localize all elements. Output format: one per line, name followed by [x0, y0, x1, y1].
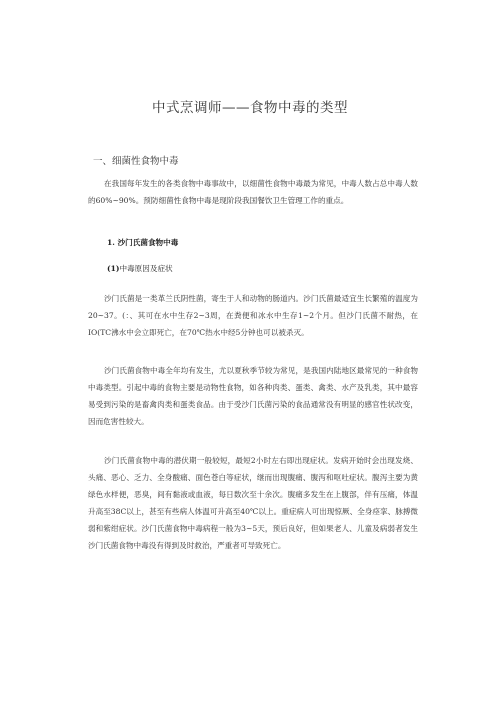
section-heading-bacterial: 一、细菌性食物中毒: [93, 156, 179, 167]
subsection-number: (1): [107, 264, 120, 273]
paragraph-salmonella-occurrence: 沙门氏菌食物中毒全年均有发生，尤以夏秋季节较为常见，是我国内陆地区最常见的一种食物中毒类型。引起中毒的食物主要是动物性食物，如各种肉类、蛋类、禽类、水产及乳类，其中最容易受到污染的是畜禽肉类和蛋类食品。由于受沙门氏菌污染的食品通常没有明显的感官性状改变，因而危害性较大。: [88, 366, 418, 426]
paragraph-salmonella-properties: 沙门氏菌是一类革兰氏阴性菌，寄生于人和动物的肠道内。沙门氏菌最适宜生长繁殖的温度为20~37。(：、其可在水中生存2~3周，在粪便和冰水中生存1~2个月。但沙门氏菌不耐热，在IO(TC沸水中会立即死亡，在70℃热水中经5分钟也可以被杀灭。: [88, 294, 418, 337]
paragraph-intro: 在我国每年发生的各类食物中毒事故中，以细菌性食物中毒最为常见，中毒人数占总中毒人数的60%~90%。预防细菌性食物中毒是现阶段我国餐饮卫生管理工作的重点。: [88, 179, 418, 205]
paragraph-salmonella-symptoms: 沙门氏菌食物中毒的潜伏期一般较短，最短2小时左右即出现症状。发病开始时会出现发烧、头痛、恶心、乏力、全身酸痛、面色苍白等症状，继而出现腹痛、腹泻和呕吐症状。腹泻主要为黄绿色水样便，恶臭，间有黏液或血液，每日数次至十余次。腹痛多发生在上腹部，伴有压痛，体温升高至38C以上，甚至有些病人体温可升高至40℃以上。重症病人可出现惊厥、全身痉挛、脉搏微弱和紫绀症状。沙门氏菌食物中毒病程一般为3~5天，预后良好，但如果老人、儿童及病弱者发生沙门氏菌食物中毒没有得到及时救治，严重者可导致死亡。: [88, 456, 418, 550]
document-title: 中式烹调师——食物中毒的类型: [152, 100, 348, 116]
subsection-heading-salmonella: 1. 沙门氏菌食物中毒: [107, 238, 179, 247]
subsection-heading-cause: [107, 263, 173, 274]
subsection-title: 中毒原因及症状: [119, 264, 173, 273]
